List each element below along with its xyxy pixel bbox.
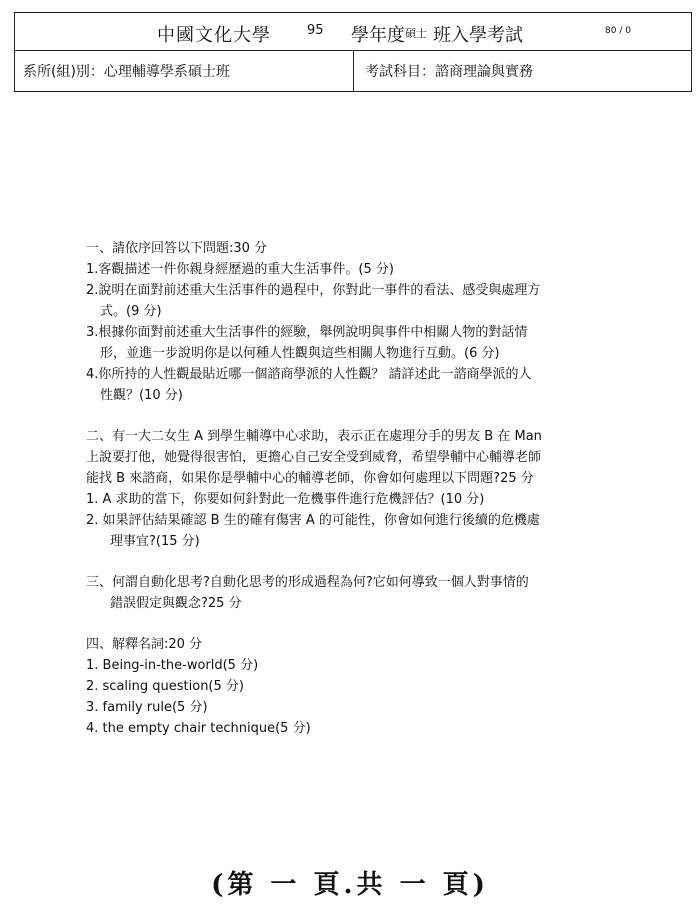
term-item: 4. the empty chair technique(5 分) (86, 721, 311, 736)
section-2-q1: 1. A 求助的當下，你要如何針對此一危機事件進行危機評估？(10 分) (86, 492, 485, 507)
section-2-q2: 2. 如果評估結果確認 B 生的確有傷害 A 的可能性，你會如何進行後續的危機處 (86, 513, 540, 528)
header-title-row (15, 13, 691, 51)
exam-title (351, 21, 523, 47)
subject-label: 考試科目：諮商理論與實務 (365, 64, 533, 80)
header-info-row (15, 51, 691, 91)
exam-degree: 碩士 (405, 27, 427, 40)
exam-title-suffix: 班入學考試 (433, 25, 523, 46)
term-item: 2. scaling question(5 分) (86, 679, 244, 694)
section-1-title: 一、請依序回答以下問題:30 分 (86, 241, 268, 256)
spacer (86, 406, 646, 426)
section-3-line-2: 錯誤假定與觀念?25 分 (110, 596, 242, 611)
exam-code: 80 / 0 (605, 26, 631, 36)
section-1-q3-cont: 形，並進一步說明你是以何種人性觀與這些相關人物進行互動。(6 分) (100, 346, 500, 361)
section-2-line-3: 能找 B 來諮商，如果你是學輔中心的輔導老師，你會如何處理以下問題?25 分 (86, 471, 534, 486)
section-1-q4: 4.你所持的人性觀最貼近哪一個諮商學派的人性觀？ 請詳述此一諮商學派的人 (86, 367, 532, 382)
section-1-q3: 3.根據你面對前述重大生活事件的經驗，舉例說明與事件中相關人物的對話情 (86, 325, 528, 340)
section-1 (86, 238, 646, 406)
spacer (86, 614, 646, 634)
department-label: 系所(組)別：心理輔導學系碩士班 (23, 64, 230, 80)
section-1-q4-cont: 性觀？(10 分) (100, 388, 183, 403)
section-2-line-1: 二、有一大二女生 A 到學生輔導中心求助，表示正在處理分手的男友 B 在 Man (86, 429, 542, 444)
section-3-line-1: 三、何謂自動化思考?自動化思考的形成過程為何?它如何導致一個人對事情的 (86, 575, 529, 590)
spacer (86, 552, 646, 572)
section-2-q2-cont: 理事宜?(15 分) (110, 534, 200, 549)
section-1-q2-cont: 式。(9 分) (100, 304, 162, 319)
exam-header-table (14, 12, 692, 92)
section-2 (86, 426, 646, 552)
exam-questions (86, 238, 646, 739)
section-4 (86, 634, 646, 739)
term-item: 3. family rule(5 分) (86, 700, 208, 715)
header-divider (353, 51, 354, 91)
section-1-q1: 1.客觀描述一件你親身經歷過的重大生活事件。(5 分) (86, 262, 394, 277)
section-4-title: 四、解釋名詞:20 分 (86, 637, 203, 652)
exam-title-prefix: 學年度 (351, 25, 405, 46)
academic-year: 95 (307, 23, 324, 38)
section-1-q2: 2.說明在面對前述重大生活事件的過程中，你對此一事件的看法、感受與處理方 (86, 283, 541, 298)
section-2-line-2: 上說要打他，她覺得很害怕，更擔心自己安全受到威脅，希望學輔中心輔導老師 (86, 450, 542, 465)
page-number: (第 一 頁.共 一 頁) (211, 870, 489, 900)
section-3 (86, 572, 646, 614)
term-item: 1. Being-in-the-world(5 分) (86, 658, 259, 673)
school-name: 中國文化大學 (157, 25, 271, 46)
